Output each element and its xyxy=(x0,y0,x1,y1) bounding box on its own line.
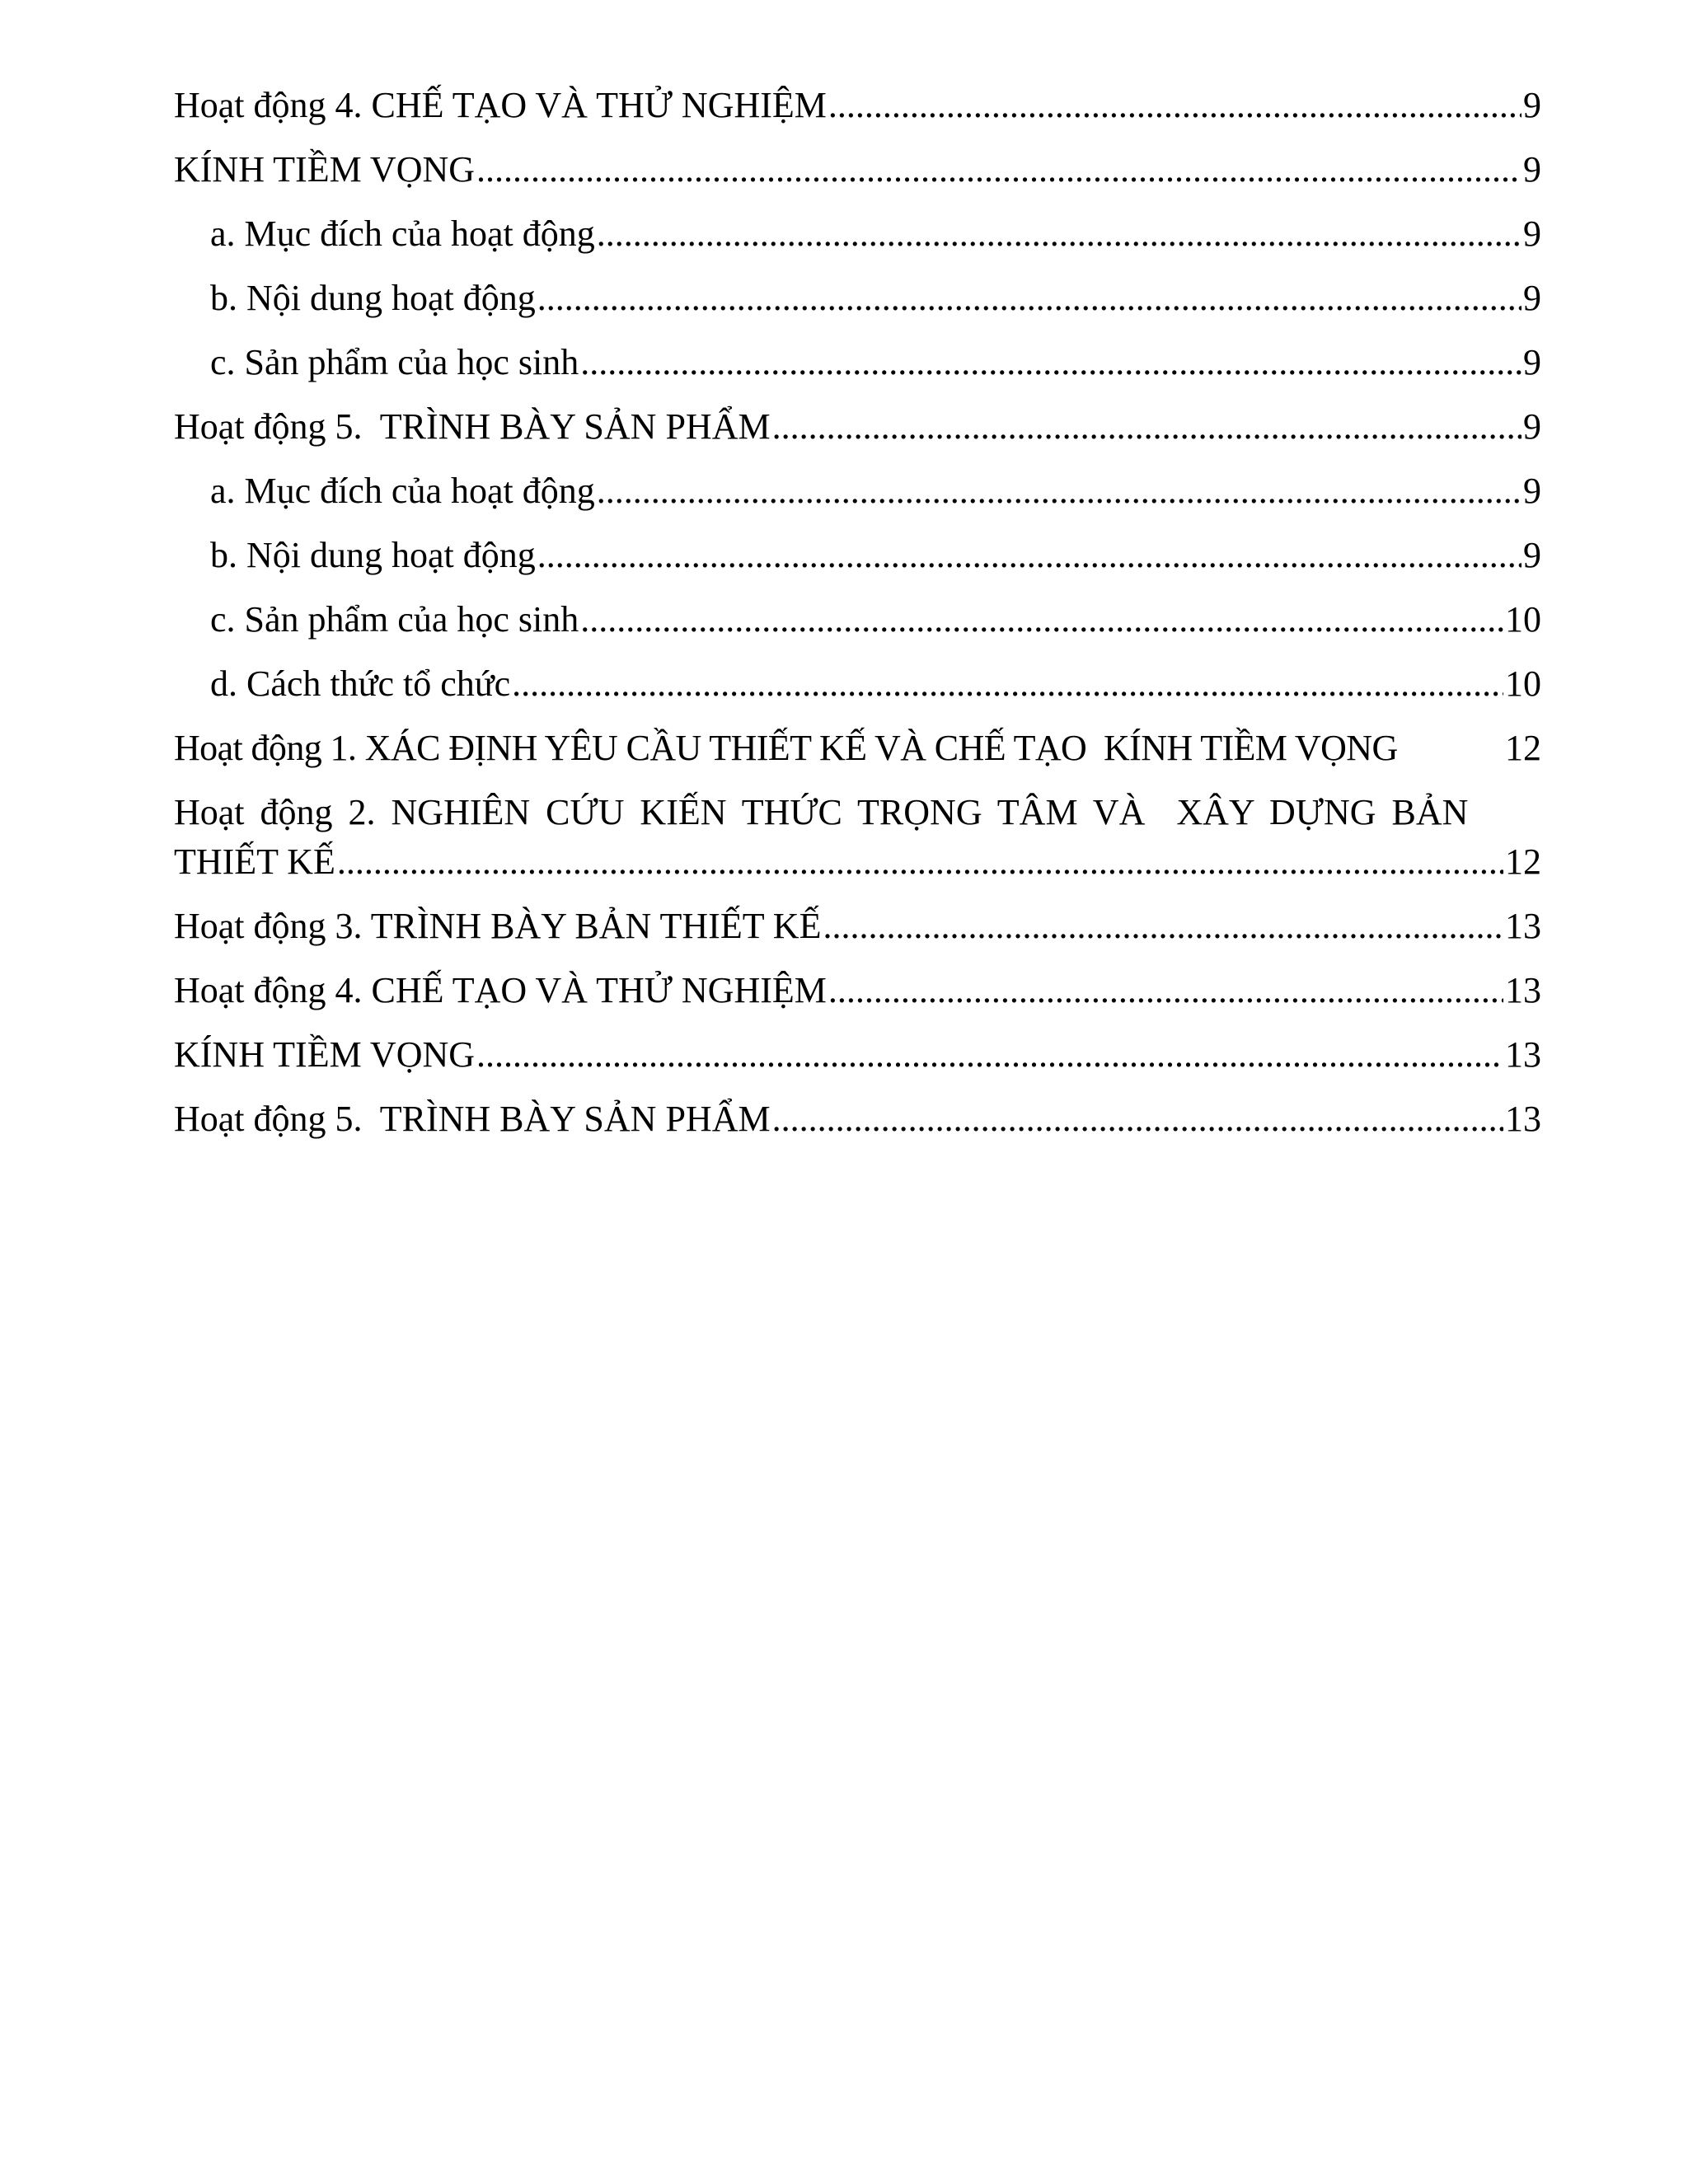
toc-entry[interactable] xyxy=(174,724,1541,773)
toc-page-number: 13 xyxy=(1505,1099,1541,1139)
toc-entry-text: d. Cách thức tổ chức xyxy=(210,663,511,704)
toc-entry[interactable] xyxy=(174,402,1541,452)
toc-page-number: 10 xyxy=(1505,599,1541,640)
toc-entry-line xyxy=(174,837,1541,887)
toc-entry-text: KÍNH TIỀM VỌNG xyxy=(174,149,476,190)
toc-entry-text: KÍNH TIỀM VỌNG xyxy=(174,1034,476,1075)
dot-leader xyxy=(823,902,1503,951)
toc-entry-text: Hoạt động 5. TRÌNH BÀY SẢN PHẨM xyxy=(174,1099,771,1139)
dot-leader xyxy=(537,531,1522,580)
toc-page-number: 10 xyxy=(1505,663,1541,704)
toc-entry-text: Hoạt động 4. CHẾ TẠO VÀ THỬ NGHIỆM xyxy=(174,970,827,1010)
toc-entry[interactable] xyxy=(174,274,1541,323)
toc-page-number: 12 xyxy=(1505,728,1541,768)
toc-entry[interactable] xyxy=(174,531,1541,580)
toc-entry[interactable] xyxy=(174,966,1541,1015)
toc-entry[interactable] xyxy=(174,466,1541,516)
toc-page-number: 9 xyxy=(1523,213,1541,254)
toc-entry-text: c. Sản phẩm của học sinh xyxy=(210,599,579,640)
toc-entry-text-continued: THIẾT KẾ xyxy=(174,841,335,882)
toc-entry-text: b. Nội dung hoạt động xyxy=(210,278,536,318)
dot-leader xyxy=(512,659,1503,709)
toc-entry-text: Hoạt động 3. TRÌNH BÀY BẢN THIẾT KẾ xyxy=(174,906,822,946)
toc-page-number: 13 xyxy=(1505,906,1541,946)
dot-leader xyxy=(476,145,1522,194)
toc-page-number: 9 xyxy=(1523,471,1541,511)
toc-entry[interactable] xyxy=(174,81,1541,130)
dot-leader xyxy=(772,1094,1503,1144)
toc-entry-text: c. Sản phẩm của học sinh xyxy=(210,342,579,382)
toc-entry[interactable] xyxy=(174,338,1541,387)
toc-entry-text: Hoạt động 4. CHẾ TẠO VÀ THỬ NGHIỆM xyxy=(174,85,827,125)
toc-entry-text: Hoạt động 2. NGHIÊN CỨU KIẾN THỨC TRỌNG TÂM VÀ XÂY DỰNG BẢN xyxy=(174,792,1469,832)
dot-leader xyxy=(337,837,1503,887)
toc-entry-text: a. Mục đích của hoạt động xyxy=(210,471,595,511)
toc-entry-line xyxy=(174,788,1541,837)
dot-leader xyxy=(828,81,1522,130)
dot-leader xyxy=(597,209,1522,259)
toc-entry[interactable] xyxy=(174,1094,1541,1144)
toc-entry-text: a. Mục đích của hoạt động xyxy=(210,213,595,254)
toc-entry-text: Hoạt động 1. XÁC ĐỊNH YÊU CẦU THIẾT KẾ VÀ CHẾ TẠO KÍNH TIỀM VỌNG xyxy=(174,728,1398,768)
toc-page-number: 9 xyxy=(1523,85,1541,125)
toc-page-number: 9 xyxy=(1523,406,1541,447)
dot-leader xyxy=(580,338,1522,387)
toc-page-number: 9 xyxy=(1523,149,1541,190)
table-of-contents xyxy=(174,81,1541,1159)
toc-entry[interactable] xyxy=(174,1030,1541,1080)
toc-entry[interactable] xyxy=(174,902,1541,951)
toc-entry-text: Hoạt động 5. TRÌNH BÀY SẢN PHẨM xyxy=(174,406,771,447)
toc-entry[interactable] xyxy=(174,659,1541,709)
toc-page-number: 13 xyxy=(1505,1034,1541,1075)
dot-leader xyxy=(597,466,1522,516)
toc-entry[interactable] xyxy=(174,145,1541,194)
toc-entry-text: b. Nội dung hoạt động xyxy=(210,535,536,575)
toc-entry[interactable] xyxy=(174,788,1541,887)
toc-entry[interactable] xyxy=(174,209,1541,259)
toc-page-number: 9 xyxy=(1523,342,1541,382)
toc-page-number: 13 xyxy=(1505,970,1541,1010)
dot-leader xyxy=(580,595,1503,644)
toc-page-number: 9 xyxy=(1523,278,1541,318)
dot-leader xyxy=(537,274,1522,323)
toc-entry[interactable] xyxy=(174,595,1541,644)
dot-leader xyxy=(476,1030,1503,1080)
toc-page-number: 9 xyxy=(1523,535,1541,575)
dot-leader xyxy=(772,402,1522,452)
toc-page-number: 12 xyxy=(1505,841,1541,882)
dot-leader xyxy=(828,966,1503,1015)
